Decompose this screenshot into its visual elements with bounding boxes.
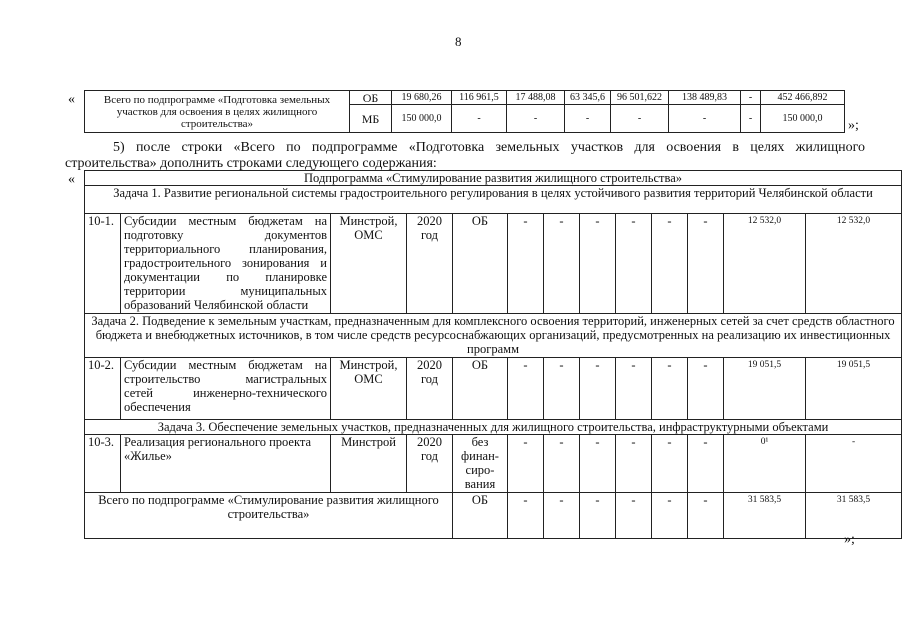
executor: Минстрой, ОМС (331, 214, 407, 314)
funding-source: ОБ (453, 358, 508, 420)
text-line: территориального планирования, (124, 242, 327, 256)
top-ob-total: 452 466,892 (761, 91, 845, 105)
top-mb-value: - (507, 105, 565, 133)
text-line: вания (464, 477, 496, 491)
top-summary-label: Всего по подпрограмме «Подготовка земельных участков для освоения в целях жилищного строительства» (85, 91, 350, 133)
executor: Минстрой (331, 435, 407, 493)
dash-cell: - (652, 214, 688, 314)
dash-cell: - (688, 493, 724, 539)
dash-cell: - (544, 358, 580, 420)
closing-quote-main: »; (844, 532, 855, 547)
dash-cell: - (616, 214, 652, 314)
dash-cell: - (580, 493, 616, 539)
text-line: сиро- (465, 463, 495, 477)
dash-cell: - (544, 435, 580, 493)
opening-quote: « (68, 92, 75, 107)
funding-source (453, 435, 508, 493)
text-line: документации по планировке (124, 270, 327, 284)
top-mb-value: - (452, 105, 507, 133)
task-3-heading: Задача 3. Обеспечение земельных участков, предназначенных для жилищного строительства, инфраструктурными объектами (85, 420, 902, 435)
subprogram-total-label: Всего по подпрограмме «Стимулирование развития жилищного строительства» (85, 493, 453, 539)
amount-total: 12 532,0 (806, 214, 902, 314)
amount-value: 31 583,5 (724, 493, 806, 539)
top-ob-value: 17 488,08 (507, 91, 565, 105)
text-line: без (471, 435, 489, 449)
year: 2020 год (407, 435, 453, 493)
amount-value: 12 532,0 (724, 214, 806, 314)
text-line: территории муниципальных (124, 284, 327, 298)
dash-cell: - (508, 435, 544, 493)
dash-cell: - (544, 214, 580, 314)
subprogram-title: Подпрограмма «Стимулирование развития жилищного строительства» (85, 171, 902, 186)
row-number: 10-3. (85, 435, 121, 493)
row-number: 10-2. (85, 358, 121, 420)
text-line: сетей инженерно-технического (124, 386, 327, 400)
year: 2020 год (407, 358, 453, 420)
page-number: 8 (455, 34, 462, 49)
dash-cell: - (652, 493, 688, 539)
measure-description (121, 214, 331, 314)
dash-cell: - (580, 358, 616, 420)
dash-cell: - (544, 493, 580, 539)
closing-quote-top: »; (848, 118, 859, 133)
executor: Минстрой, ОМС (331, 358, 407, 420)
top-ob-value: 138 489,83 (669, 91, 741, 105)
amount-total: 31 583,5 (806, 493, 902, 539)
text-line: строительство магистральных (124, 372, 327, 386)
dash-cell: - (508, 214, 544, 314)
task-2-heading: Задача 2. Подведение к земельным участкам, предназначенным для комплексного освоения территорий, инженерных сетей за счет средств областного бюджета и внебюджетных источников, в том числе средств ресурсоснабжающих организаций, предусмотренных на реализацию их инвестиционных программ (85, 314, 902, 358)
top-ob-value: - (741, 91, 761, 105)
paragraph-line-2: строительства» дополнить строками следующего содержания: (65, 156, 437, 171)
top-mb-value: - (741, 105, 761, 133)
dash-cell: - (652, 358, 688, 420)
measure-description: Реализация регионального проекта «Жилье» (121, 435, 331, 493)
year: 2020 год (407, 214, 453, 314)
amendment-paragraph (65, 140, 865, 172)
dash-cell: - (580, 435, 616, 493)
dash-cell: - (580, 214, 616, 314)
amount-total: - (806, 435, 902, 493)
dash-cell: - (508, 358, 544, 420)
top-source-ob: ОБ (350, 91, 392, 105)
task-1-heading: Задача 1. Развитие региональной системы градостроительного регулирования в целях устойчивого развития территорий Челябинской области (85, 186, 902, 214)
top-mb-value: - (669, 105, 741, 133)
amount-value: 19 051,5 (724, 358, 806, 420)
amount-value: 0¹ (724, 435, 806, 493)
top-mb-value: - (611, 105, 669, 133)
text-line: образований Челябинской области (124, 298, 309, 312)
amount-total: 19 051,5 (806, 358, 902, 420)
top-ob-value: 63 345,6 (565, 91, 611, 105)
text-line: обеспечения (124, 400, 191, 414)
top-ob-value: 19 680,26 (392, 91, 452, 105)
dash-cell: - (616, 493, 652, 539)
dash-cell: - (688, 214, 724, 314)
dash-cell: - (688, 435, 724, 493)
text-line: градостроительного зонирования и (124, 256, 327, 270)
dash-cell: - (616, 435, 652, 493)
paragraph-line-1: 5) после строки «Всего по подпрограмме «Подготовка земельных участков для освоения в целях жилищного (113, 140, 865, 155)
dash-cell: - (652, 435, 688, 493)
top-ob-value: 96 501,622 (611, 91, 669, 105)
text-line: финан- (461, 449, 499, 463)
funding-source: ОБ (453, 493, 508, 539)
opening-quote-main: « (68, 172, 75, 187)
top-source-mb: МБ (350, 105, 392, 133)
dash-cell: - (508, 493, 544, 539)
top-mb-value: - (565, 105, 611, 133)
text-line: Субсидии местным бюджетам на (124, 214, 327, 228)
top-mb-total: 150 000,0 (761, 105, 845, 133)
dash-cell: - (616, 358, 652, 420)
dash-cell: - (688, 358, 724, 420)
top-ob-value: 116 961,5 (452, 91, 507, 105)
top-summary-table (84, 90, 845, 133)
subprogram-table (84, 170, 902, 539)
row-number: 10-1. (85, 214, 121, 314)
text-line: подготовку документов (124, 228, 327, 242)
top-mb-value: 150 000,0 (392, 105, 452, 133)
measure-description (121, 358, 331, 420)
funding-source: ОБ (453, 214, 508, 314)
text-line: Субсидии местным бюджетам на (124, 358, 327, 372)
